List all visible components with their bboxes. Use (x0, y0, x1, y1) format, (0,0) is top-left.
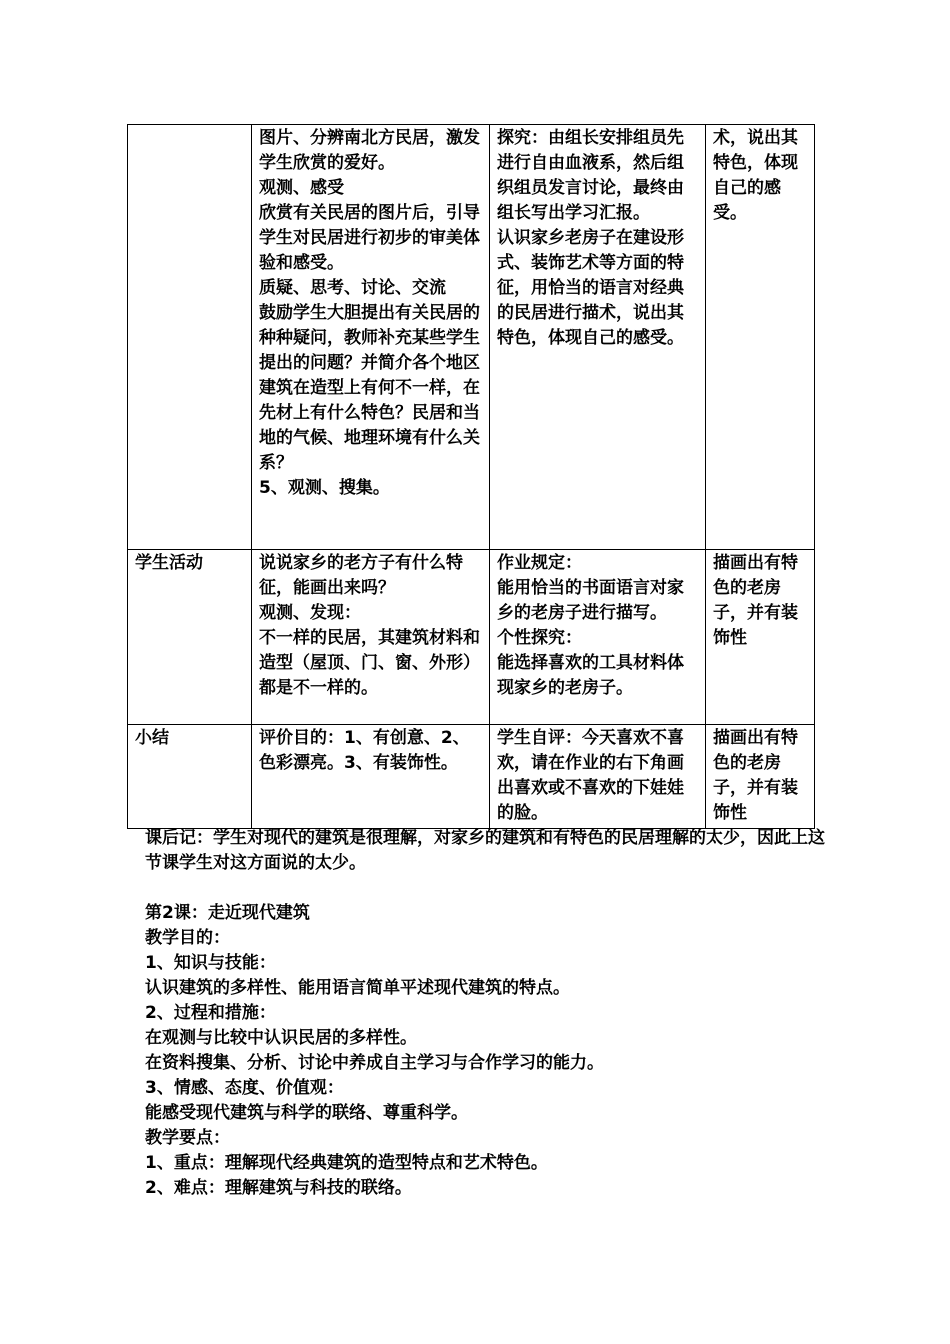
lesson-notes (145, 826, 825, 1201)
goal3-heading: 3、情感、态度、价值观： (145, 1078, 344, 1098)
table-row (128, 725, 815, 829)
cell-text: 能用恰当的书面语言对家乡的老房子进行描写。 (497, 578, 684, 623)
cell-text: 图片、分辨南北方民居，激发学生欣赏的爱好。 (259, 128, 480, 173)
table-cell-teacher (252, 725, 490, 829)
blank-line (145, 876, 825, 901)
cell-text: 小结 (135, 728, 169, 748)
table-cell-student (490, 550, 706, 725)
cell-text: 观测、发现： (259, 603, 361, 623)
points-heading: 教学要点： (145, 1128, 230, 1148)
table-cell-goal (706, 550, 815, 725)
cell-text: 说说家乡的老方子有什么特征，能画出来吗？ (259, 553, 463, 598)
goal3-text: 能感受现代建筑与科学的联络、尊重科学。 (145, 1103, 468, 1123)
table-row (128, 125, 815, 550)
difficult-point: 2、难点：理解建筑与科技的联络。 (145, 1178, 412, 1198)
table-cell-teacher (252, 125, 490, 550)
cell-text: 描画出有特色的老房子，并有装饰性 (713, 728, 798, 823)
table-cell-teacher (252, 550, 490, 725)
cell-text: 评价目的：1、有创意、2、色彩漂亮。3、有装饰性。 (259, 728, 470, 773)
cell-text: 个性探究： (497, 628, 582, 648)
goals-heading: 教学目的： (145, 928, 230, 948)
cell-text: 学生活动 (135, 553, 203, 573)
cell-text: 不一样的民居，其建筑材料和造型（屋顶、门、窗、外形）都是不一样的。 (259, 628, 480, 698)
lesson-title: 第2课：走近现代建筑 (145, 903, 310, 923)
cell-text: 认识家乡老房子在建设形式、装饰艺术等方面的特征，用恰当的语言对经典的民居进行描术，说出其特色，体现自己的感受。 (497, 228, 684, 348)
cell-text: 术，说出其特色，体现自己的感受。 (713, 128, 798, 223)
table-cell-stage (128, 550, 252, 725)
cell-text: 作业规定： (497, 553, 582, 573)
cell-text: 欣赏有关民居的图片后，引导学生对民居进行初步的审美体验和感受。 (259, 203, 480, 273)
table-cell-student (490, 125, 706, 550)
cell-text: 描画出有特色的老房子，并有装饰性 (713, 553, 798, 648)
table-cell-student (490, 725, 706, 829)
cell-text: 观测、感受 (259, 178, 344, 198)
table-cell-goal (706, 125, 815, 550)
table-cell-goal (706, 725, 815, 829)
lesson-plan-table (127, 124, 815, 829)
goal2-text: 在资料搜集、分析、讨论中养成自主学习与合作学习的能力。 (145, 1053, 604, 1073)
after-class-note: 课后记：学生对现代的建筑是很理解，对家乡的建筑和有特色的民居理解的太少，因此上这节课学生对这方面说的太少。 (145, 828, 825, 873)
goal2-heading: 2、过程和措施： (145, 1003, 276, 1023)
goal2-text: 在观测与比较中认识民居的多样性。 (145, 1028, 417, 1048)
cell-text: 能选择喜欢的工具材料体现家乡的老房子。 (497, 653, 684, 698)
goal1-text: 认识建筑的多样性、能用语言简单平述现代建筑的特点。 (145, 978, 570, 998)
table-cell-stage (128, 725, 252, 829)
cell-text: 鼓励学生大胆提出有关民居的种种疑问，教师补充某些学生提出的问题？并简介各个地区建筑在造型上有何不一样，在先材上有什么特色？民居和当地的气候、地理环境有什么关系？ (259, 303, 480, 473)
cell-text: 探究：由组长安排组员先进行自由血液系，然后组织组员发言讨论，最终由组长写出学习汇报。 (497, 128, 684, 223)
key-point: 1、重点：理解现代经典建筑的造型特点和艺术特色。 (145, 1153, 548, 1173)
table-cell-stage (128, 125, 252, 550)
cell-text: 学生自评：今天喜欢不喜欢，请在作业的右下角画出喜欢或不喜欢的下娃娃的脸。 (497, 728, 684, 823)
goal1-heading: 1、知识与技能： (145, 953, 276, 973)
cell-text: 5、观测、搜集。 (259, 478, 390, 498)
cell-text: 质疑、思考、讨论、交流 (259, 278, 446, 298)
table-row (128, 550, 815, 725)
